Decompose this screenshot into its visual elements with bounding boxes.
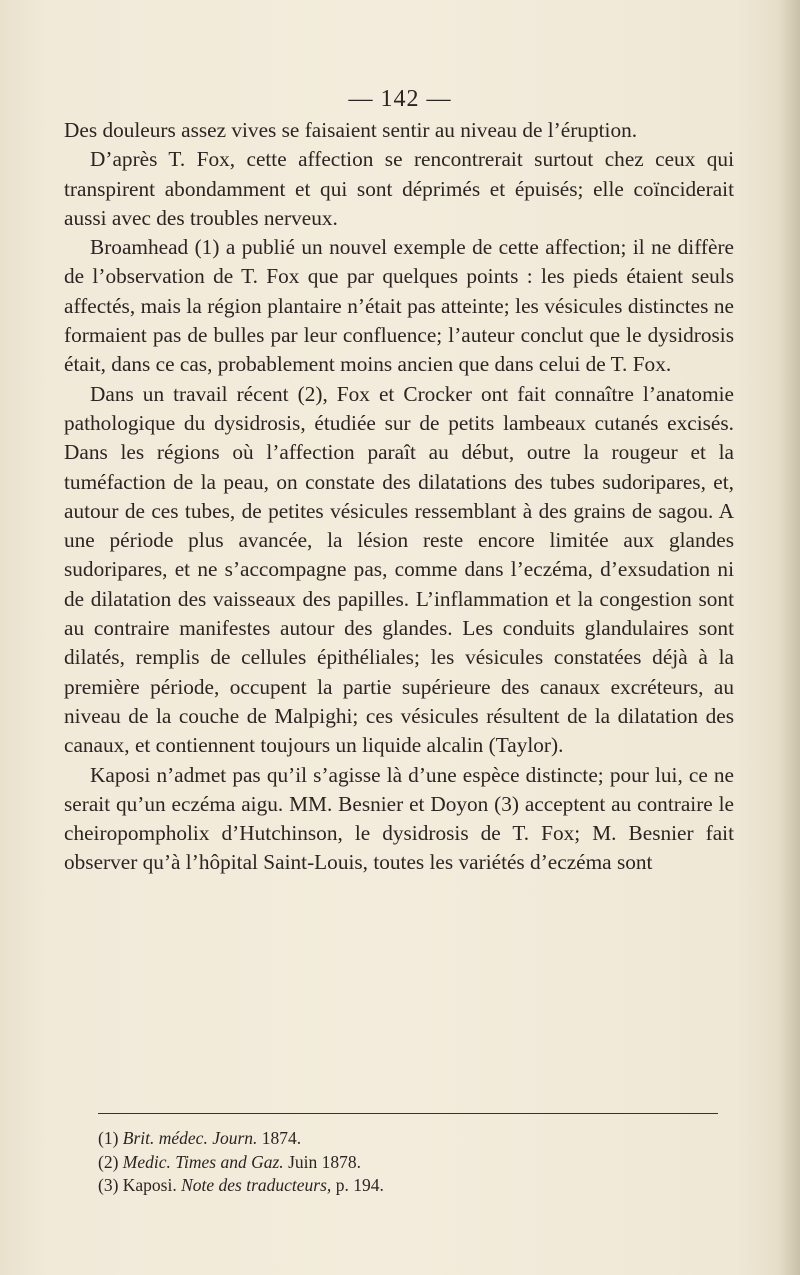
paragraph-fox: D’après T. Fox, cette affection se rencontrerait surtout chez ceux qui transpirent abondamment et qui sont déprimés et épuisés; elle coïnciderait aussi avec des troubles nerveux. bbox=[64, 147, 734, 230]
footnote-source: Medic. Times and Gaz. bbox=[122, 1151, 284, 1172]
footnote-number: (2) bbox=[98, 1151, 119, 1172]
body-text bbox=[64, 116, 734, 878]
paragraph-anatomie: Dans un travail récent (2), Fox et Crocker ont fait connaître l’anatomie pathologique du dysidrosis, étudiée sur de petits lambeaux cutanés excisés. Dans les régions où l’affection paraît au début, outre la rougeur et la tuméfaction de la peau, on constate des dilatations des tubes sudoripares, et, autour de ces tubes, de petites vésicules ressemblant à des grains de sagou. A une période plus avancée, la lésion reste encore limitée aux glandes sudoripares, et ne s’accompagne pas, comme dans l’eczéma, d’exsudation ni de dilatation des vaisseaux des papilles. L’inflammation et la congestion sont au contraire manifestes autour des glandes. Les conduits glandulaires sont dilatés, remplis de cellules épithéliales; les vésicules constatées déjà à la première période, occupent la partie supérieure des canaux excréteurs, au niveau de la couche de Malpighi; ces vésicules résultent de la dilatation des canaux, et contiennent toujours un liquide alcalin (Taylor). bbox=[64, 381, 734, 758]
footnote-detail: p. 194. bbox=[335, 1175, 384, 1195]
footnote-detail: Juin 1878. bbox=[288, 1151, 361, 1172]
footnote-3 bbox=[98, 1174, 718, 1198]
footnote-detail: 1874. bbox=[261, 1128, 302, 1148]
footnote-source: Note des traducteurs, bbox=[181, 1175, 332, 1195]
footnotes bbox=[98, 1127, 718, 1198]
footnote-1 bbox=[98, 1127, 718, 1151]
paragraph-eruption: Des douleurs assez vives se faisaient sentir au niveau de l’éruption. bbox=[64, 118, 638, 142]
footnote-divider bbox=[98, 1113, 718, 1114]
footnote-number: (1) bbox=[98, 1128, 119, 1148]
paragraph-kaposi: Kaposi n’admet pas qu’il s’agisse là d’une espèce distincte; pour lui, ce ne serait qu’un eczéma aigu. MM. Besnier et Doyon (3) acceptent au contraire le cheiropompholix d’Hutchinson, le dysidrosis de T. Fox; M. Besnier fait observer qu’à l’hôpital Saint-Louis, toutes les variétés d’eczéma sont bbox=[64, 762, 734, 875]
footnote-author: Kaposi. bbox=[122, 1175, 177, 1195]
footnote-source: Brit. médec. Journ. bbox=[122, 1128, 258, 1148]
page-number: — 142 — bbox=[348, 86, 452, 112]
page-edge-shadow bbox=[778, 0, 800, 1275]
paragraph-broamhead: Broamhead (1) a publié un nouvel exemple de cette affection; il ne diffère de l’observation de T. Fox que par quelques points : les pieds étaient seuls affectés, mais la région plantaire n’était pas atteinte; les vésicules distinctes ne formaient pas de bulles par leur confluence; l’auteur conclut que le dysidrosis était, dans ce cas, probablement moins ancien que dans celui de T. Fox. bbox=[64, 235, 734, 377]
footnote-number: (3) bbox=[98, 1175, 119, 1195]
footnote-2 bbox=[98, 1151, 718, 1175]
